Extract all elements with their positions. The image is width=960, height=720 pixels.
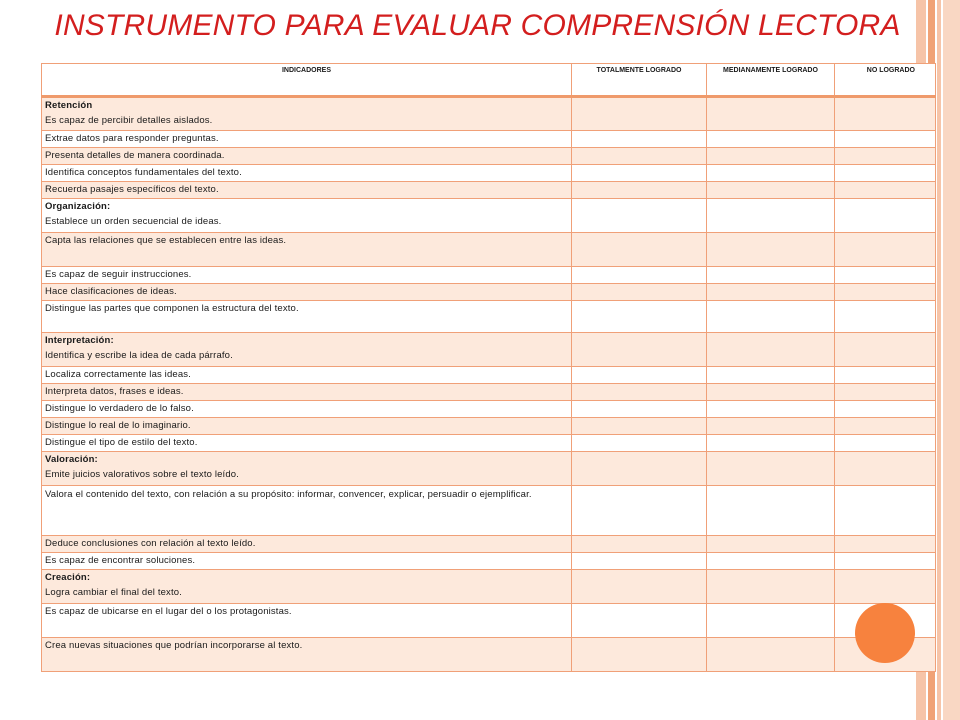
table-row	[42, 452, 936, 486]
header-medianamente-logrado: MEDIANAMENTE LOGRADO	[707, 64, 835, 97]
table-row	[42, 604, 936, 638]
rating-cell-totalmente[interactable]	[572, 165, 707, 182]
table-row	[42, 384, 936, 401]
table-row	[42, 148, 936, 165]
rating-cell-no-logrado[interactable]	[835, 384, 936, 401]
rating-cell-no-logrado[interactable]	[835, 97, 936, 131]
indicator-text: Crea nuevas situaciones que podrían incorporarse al texto.	[42, 638, 572, 672]
table-row	[42, 165, 936, 182]
indicator-text: Interpreta datos, frases e ideas.	[42, 384, 572, 401]
rating-cell-medianamente[interactable]	[707, 536, 835, 553]
indicator-cell	[42, 97, 572, 131]
rating-cell-medianamente[interactable]	[707, 165, 835, 182]
indicator-text: Identifica y escribe la idea de cada párrafo.	[45, 350, 233, 361]
indicator-text: Distingue lo verdadero de lo falso.	[42, 401, 572, 418]
table-row	[42, 486, 936, 536]
rating-cell-medianamente[interactable]	[707, 97, 835, 131]
table-row	[42, 638, 936, 672]
rating-cell-totalmente[interactable]	[572, 401, 707, 418]
indicator-text: Valora el contenido del texto, con relación a su propósito: informar, convencer, explicar, persuadir o ejemplificar.	[42, 486, 572, 536]
rating-cell-medianamente[interactable]	[707, 131, 835, 148]
rating-cell-no-logrado[interactable]	[835, 233, 936, 267]
rating-cell-no-logrado[interactable]	[835, 418, 936, 435]
section-heading: Creación:	[45, 572, 91, 583]
rating-cell-totalmente[interactable]	[572, 435, 707, 452]
indicator-text: Emite juicios valorativos sobre el texto leído.	[45, 469, 239, 480]
rating-cell-no-logrado[interactable]	[835, 570, 936, 604]
table-row	[42, 97, 936, 131]
rating-cell-medianamente[interactable]	[707, 553, 835, 570]
rating-cell-medianamente[interactable]	[707, 333, 835, 367]
rating-cell-medianamente[interactable]	[707, 401, 835, 418]
rating-cell-medianamente[interactable]	[707, 638, 835, 672]
rating-cell-no-logrado[interactable]	[835, 536, 936, 553]
table-row	[42, 301, 936, 333]
table-row	[42, 284, 936, 301]
indicator-cell	[42, 199, 572, 233]
rating-cell-totalmente[interactable]	[572, 131, 707, 148]
rating-cell-no-logrado[interactable]	[835, 486, 936, 536]
rating-cell-no-logrado[interactable]	[835, 367, 936, 384]
table-row	[42, 401, 936, 418]
rating-cell-medianamente[interactable]	[707, 435, 835, 452]
rating-cell-totalmente[interactable]	[572, 148, 707, 165]
indicator-text: Extrae datos para responder preguntas.	[42, 131, 572, 148]
rating-cell-medianamente[interactable]	[707, 267, 835, 284]
section-heading: Retención	[45, 100, 93, 111]
rating-cell-medianamente[interactable]	[707, 604, 835, 638]
rating-cell-medianamente[interactable]	[707, 148, 835, 165]
rating-cell-no-logrado[interactable]	[835, 267, 936, 284]
rating-cell-no-logrado[interactable]	[835, 148, 936, 165]
rating-cell-totalmente[interactable]	[572, 367, 707, 384]
indicator-text: Identifica conceptos fundamentales del texto.	[42, 165, 572, 182]
table-row	[42, 333, 936, 367]
section-heading: Valoración:	[45, 454, 98, 465]
rating-cell-totalmente[interactable]	[572, 233, 707, 267]
indicator-text: Establece un orden secuencial de ideas.	[45, 216, 222, 227]
table-row	[42, 182, 936, 199]
rating-cell-no-logrado[interactable]	[835, 452, 936, 486]
indicator-cell	[42, 333, 572, 367]
rating-cell-medianamente[interactable]	[707, 452, 835, 486]
indicator-text: Distingue el tipo de estilo del texto.	[42, 435, 572, 452]
rating-cell-totalmente[interactable]	[572, 570, 707, 604]
rating-cell-no-logrado[interactable]	[835, 553, 936, 570]
rating-cell-no-logrado[interactable]	[835, 131, 936, 148]
rating-cell-totalmente[interactable]	[572, 604, 707, 638]
indicator-text: Capta las relaciones que se establecen entre las ideas.	[42, 233, 572, 267]
indicator-text: Es capaz de encontrar soluciones.	[42, 553, 572, 570]
rating-cell-totalmente[interactable]	[572, 452, 707, 486]
table-row	[42, 367, 936, 384]
rating-cell-no-logrado[interactable]	[835, 435, 936, 452]
indicator-text: Presenta detalles de manera coordinada.	[42, 148, 572, 165]
rating-cell-totalmente[interactable]	[572, 486, 707, 536]
rating-cell-totalmente[interactable]	[572, 536, 707, 553]
rating-cell-totalmente[interactable]	[572, 182, 707, 199]
rating-cell-totalmente[interactable]	[572, 638, 707, 672]
indicator-text: Recuerda pasajes específicos del texto.	[42, 182, 572, 199]
decorative-stripe	[937, 0, 941, 720]
rating-cell-medianamente[interactable]	[707, 284, 835, 301]
indicator-cell	[42, 570, 572, 604]
decorative-circle	[855, 603, 915, 663]
rating-cell-totalmente[interactable]	[572, 418, 707, 435]
rating-cell-no-logrado[interactable]	[835, 284, 936, 301]
rating-cell-totalmente[interactable]	[572, 284, 707, 301]
indicator-text: Es capaz de ubicarse en el lugar del o los protagonistas.	[42, 604, 572, 638]
indicator-text: Distingue las partes que componen la estructura del texto.	[42, 301, 572, 333]
indicator-text: Distingue lo real de lo imaginario.	[42, 418, 572, 435]
table-row	[42, 233, 936, 267]
decorative-stripe	[943, 0, 960, 720]
rating-cell-totalmente[interactable]	[572, 267, 707, 284]
rating-cell-medianamente[interactable]	[707, 199, 835, 233]
section-heading: Interpretación:	[45, 335, 114, 346]
header-no-logrado: NO LOGRADO	[835, 64, 936, 97]
evaluation-table	[41, 63, 936, 672]
table-header-row	[42, 64, 936, 97]
table-row	[42, 267, 936, 284]
table-row	[42, 536, 936, 553]
page-title: INSTRUMENTO PARA EVALUAR COMPRENSIÓN LECTORA	[54, 9, 901, 42]
rating-cell-totalmente[interactable]	[572, 97, 707, 131]
rating-cell-no-logrado[interactable]	[835, 182, 936, 199]
table-row	[42, 131, 936, 148]
indicator-text: Hace clasificaciones de ideas.	[42, 284, 572, 301]
rating-cell-medianamente[interactable]	[707, 301, 835, 333]
rating-cell-no-logrado[interactable]	[835, 333, 936, 367]
table-row	[42, 570, 936, 604]
rating-cell-no-logrado[interactable]	[835, 199, 936, 233]
header-totalmente-logrado: TOTALMENTE LOGRADO	[572, 64, 707, 97]
rating-cell-totalmente[interactable]	[572, 333, 707, 367]
rating-cell-medianamente[interactable]	[707, 384, 835, 401]
rating-cell-totalmente[interactable]	[572, 301, 707, 333]
table-row	[42, 199, 936, 233]
rating-cell-totalmente[interactable]	[572, 384, 707, 401]
rating-cell-medianamente[interactable]	[707, 233, 835, 267]
rating-cell-medianamente[interactable]	[707, 182, 835, 199]
rating-cell-no-logrado[interactable]	[835, 165, 936, 182]
header-indicadores: INDICADORES	[42, 64, 572, 97]
rating-cell-medianamente[interactable]	[707, 418, 835, 435]
indicator-text: Deduce conclusiones con relación al texto leído.	[42, 536, 572, 553]
rating-cell-medianamente[interactable]	[707, 570, 835, 604]
rating-cell-totalmente[interactable]	[572, 553, 707, 570]
rating-cell-no-logrado[interactable]	[835, 401, 936, 418]
indicator-cell	[42, 452, 572, 486]
rating-cell-totalmente[interactable]	[572, 199, 707, 233]
indicator-text: Es capaz de percibir detalles aislados.	[45, 115, 213, 126]
indicator-text: Es capaz de seguir instrucciones.	[42, 267, 572, 284]
table-row	[42, 435, 936, 452]
rating-cell-medianamente[interactable]	[707, 367, 835, 384]
indicator-text: Localiza correctamente las ideas.	[42, 367, 572, 384]
rating-cell-no-logrado[interactable]	[835, 301, 936, 333]
indicator-text: Logra cambiar el final del texto.	[45, 587, 182, 598]
rating-cell-medianamente[interactable]	[707, 486, 835, 536]
table-row	[42, 418, 936, 435]
table-row	[42, 553, 936, 570]
section-heading: Organización:	[45, 201, 111, 212]
